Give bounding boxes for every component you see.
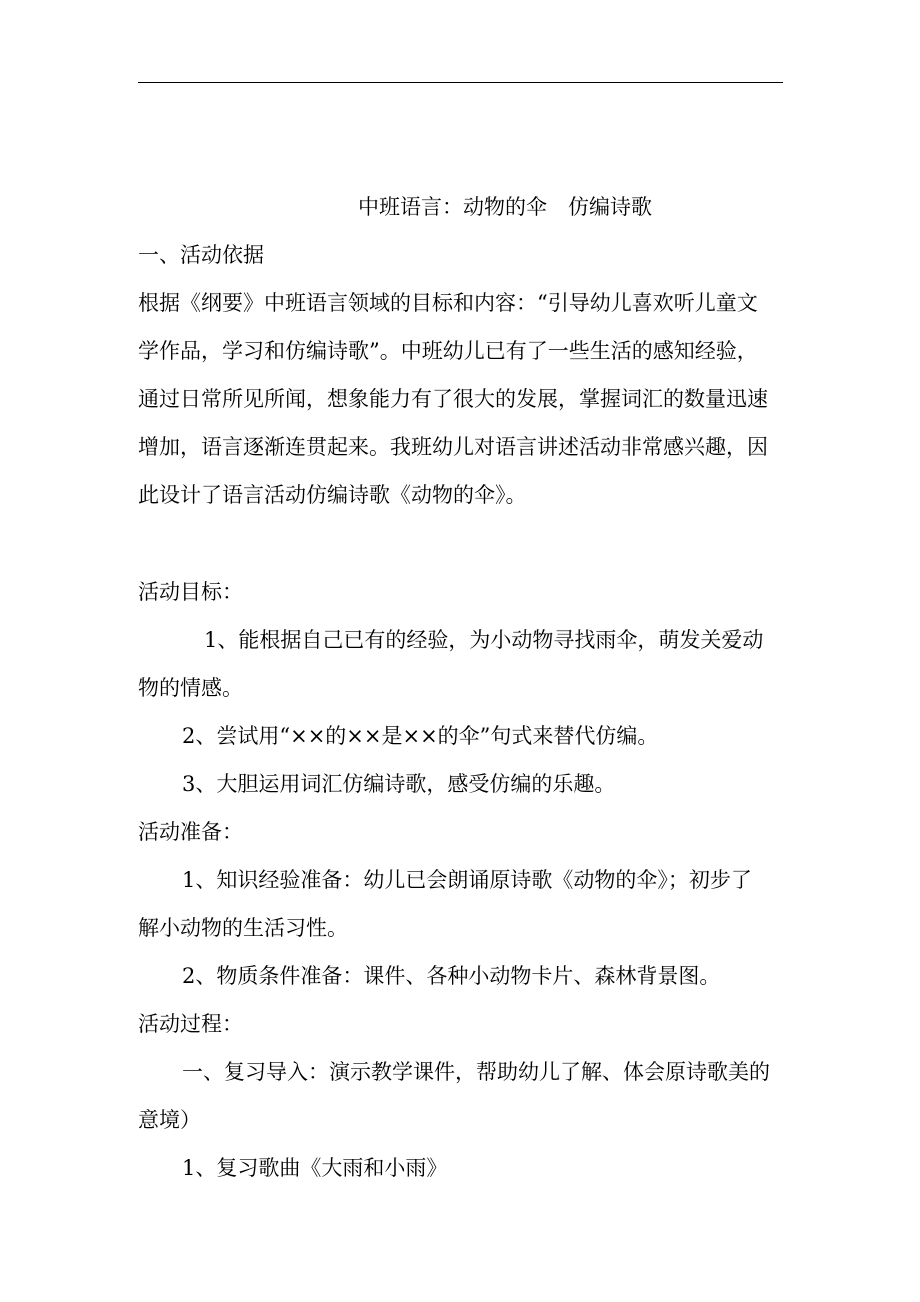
goal-item-continuation: 物的情感。 [138, 676, 243, 700]
process-sub-item: 1、复习歌曲《大雨和小雨》 [182, 1156, 448, 1180]
goal-item: 2、尝试用“××的××是××的伞”句式来替代仿编。 [182, 724, 659, 748]
paragraph-line: 通过日常所见所闻，想象能力有了很大的发展，掌握词汇的数量迅速 [138, 387, 768, 411]
document-title: 中班语言：动物的伞 仿编诗歌 [358, 195, 652, 219]
preparation-item: 1、知识经验准备：幼儿已会朗诵原诗歌《动物的伞》；初步了 [182, 868, 752, 892]
section-heading-process: 活动过程： [138, 1012, 243, 1036]
paragraph-line: 根据《纲要》中班语言领域的目标和内容：“引导幼儿喜欢听儿童文 [138, 291, 758, 315]
header-rule [138, 82, 783, 83]
process-item-continuation: 意境） [138, 1108, 201, 1132]
paragraph-line: 此设计了语言活动仿编诗歌《动物的伞》。 [138, 483, 527, 507]
section-heading-goals: 活动目标： [138, 580, 243, 604]
section-heading-preparation: 活动准备： [138, 820, 243, 844]
section-heading-basis: 一、活动依据 [138, 243, 264, 267]
process-item: 一、复习导入：演示教学课件，帮助幼儿了解、体会原诗歌美的 [182, 1060, 770, 1084]
preparation-item: 2、物质条件准备：课件、各种小动物卡片、森林背景图。 [182, 964, 721, 988]
paragraph-line: 增加，语言逐渐连贯起来。我班幼儿对语言讲述活动非常感兴趣，因 [138, 435, 768, 459]
paragraph-line: 学作品，学习和仿编诗歌”。中班幼儿已有了一些生活的感知经验， [138, 339, 758, 363]
preparation-item-continuation: 解小动物的生活习性。 [138, 916, 348, 940]
goal-item: 3、大胆运用词汇仿编诗歌，感受仿编的乐趣。 [182, 772, 616, 796]
goal-item: 1、能根据自己已有的经验，为小动物寻找雨伞，萌发关爱动 [204, 628, 764, 652]
